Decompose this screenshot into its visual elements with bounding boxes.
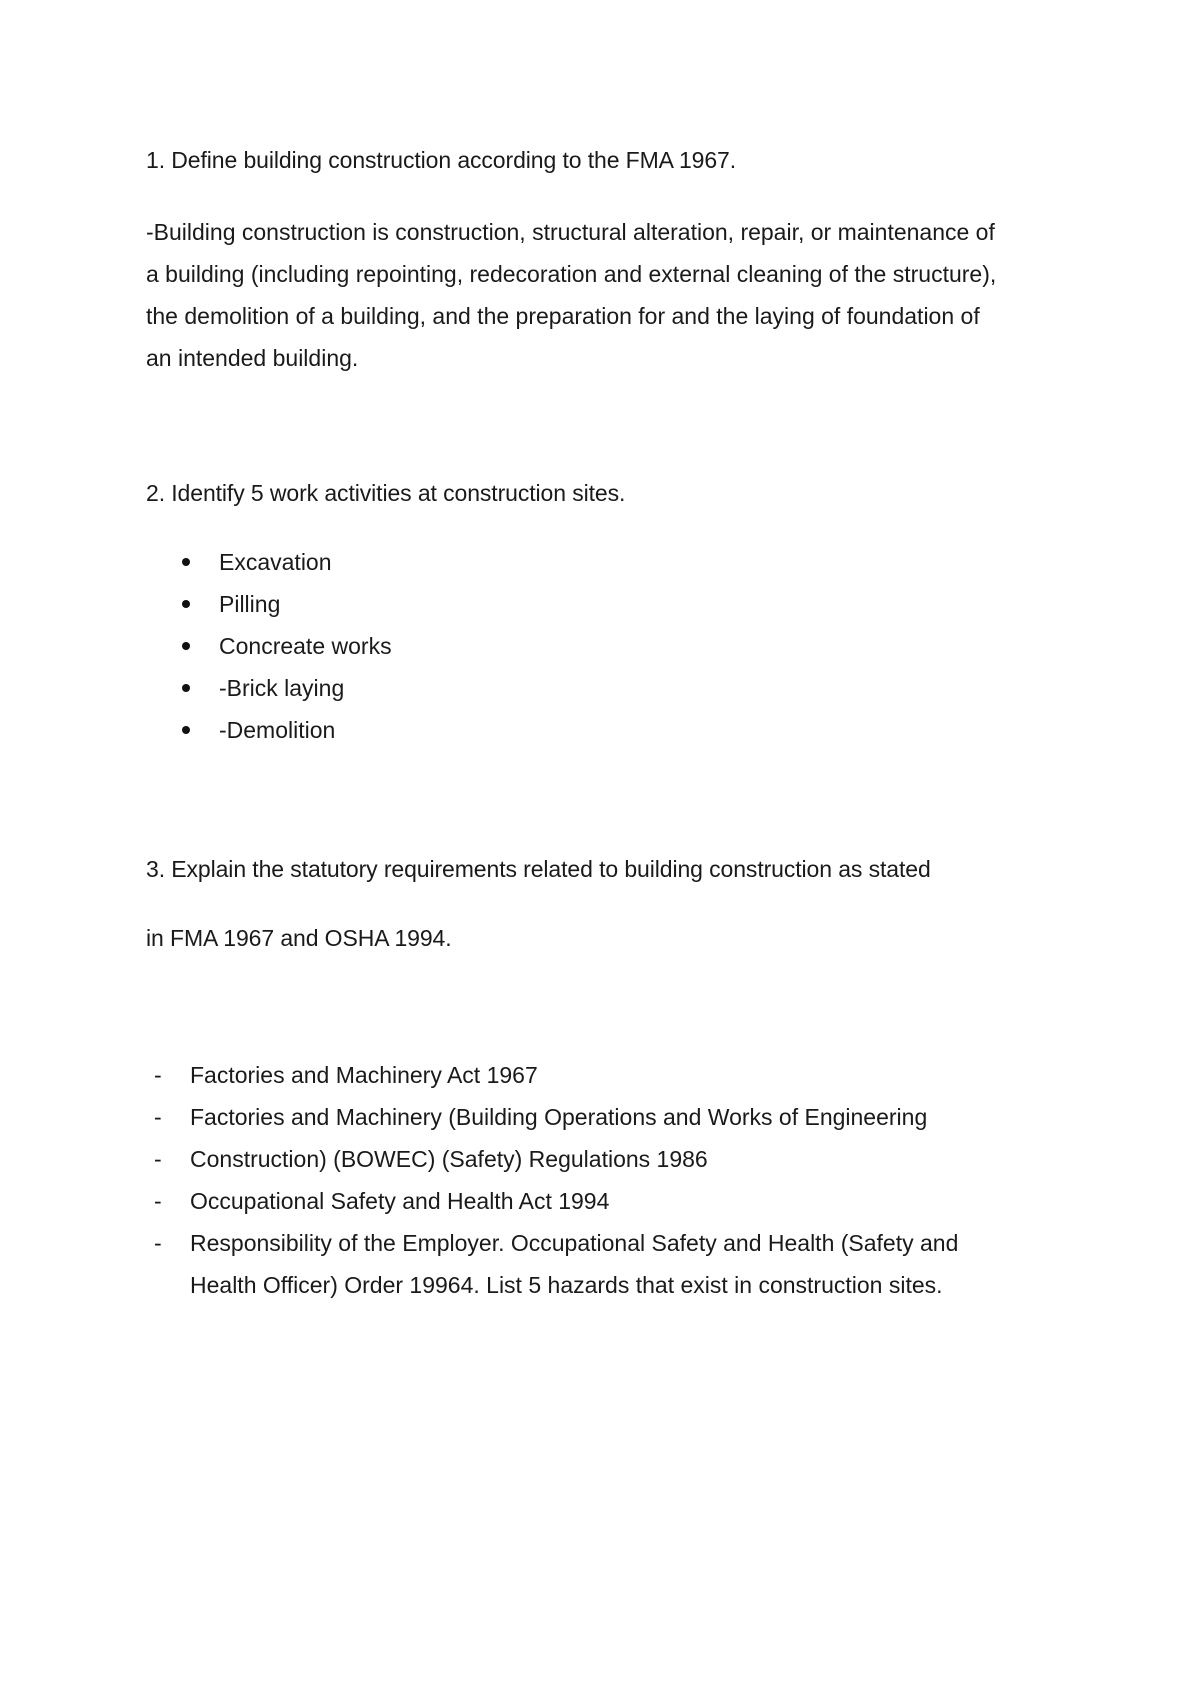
requirements-list xyxy=(146,1054,958,1306)
bullet-icon xyxy=(182,642,190,650)
activity-label: Excavation xyxy=(219,549,332,575)
answer-1-line: an intended building. xyxy=(146,345,359,371)
question-3-continued: in FMA 1967 and OSHA 1994. xyxy=(146,925,452,951)
list-item xyxy=(146,1054,958,1096)
bullet-icon xyxy=(182,726,190,734)
answer-1-line: the demolition of a building, and the preparation for and the laying of foundation of xyxy=(146,303,980,329)
answer-1-line: a building (including repointing, redecoration and external cleaning of the structure), xyxy=(146,261,997,287)
answer-1-line: -Building construction is construction, structural alteration, repair, or maintenance of xyxy=(146,219,995,245)
question-2: 2. Identify 5 work activities at construction sites. xyxy=(146,480,626,506)
requirement-label: Responsibility of the Employer. Occupational Safety and Health (Safety and xyxy=(190,1230,959,1256)
activity-label: -Brick laying xyxy=(219,675,345,701)
activity-label: -Demolition xyxy=(219,717,336,743)
list-item xyxy=(146,1222,958,1306)
dash-marker: - xyxy=(154,1146,162,1172)
requirement-label: Factories and Machinery (Building Operations and Works of Engineering xyxy=(190,1104,928,1130)
bullet-icon xyxy=(182,684,190,692)
requirement-label: Factories and Machinery Act 1967 xyxy=(190,1062,538,1088)
activity-label: Concreate works xyxy=(219,633,392,659)
question-1: 1. Define building construction according to the FMA 1967. xyxy=(146,147,736,173)
dash-marker: - xyxy=(154,1230,162,1256)
requirement-label: Occupational Safety and Health Act 1994 xyxy=(190,1188,610,1214)
list-item xyxy=(146,1138,958,1180)
activity-label: Pilling xyxy=(219,591,281,617)
list-item xyxy=(146,1180,958,1222)
dash-marker: - xyxy=(154,1188,162,1214)
dash-marker: - xyxy=(154,1062,162,1088)
requirement-label-continued: Health Officer) Order 19964. List 5 hazards that exist in construction sites. xyxy=(190,1272,943,1298)
dash-marker: - xyxy=(154,1104,162,1130)
question-3: 3. Explain the statutory requirements related to building construction as stated xyxy=(146,856,931,882)
bullet-icon xyxy=(182,558,190,566)
requirement-label: Construction) (BOWEC) (Safety) Regulations 1986 xyxy=(190,1146,708,1172)
answer-1 xyxy=(146,211,1066,379)
bullet-icon xyxy=(182,600,190,608)
list-item xyxy=(146,1096,958,1138)
